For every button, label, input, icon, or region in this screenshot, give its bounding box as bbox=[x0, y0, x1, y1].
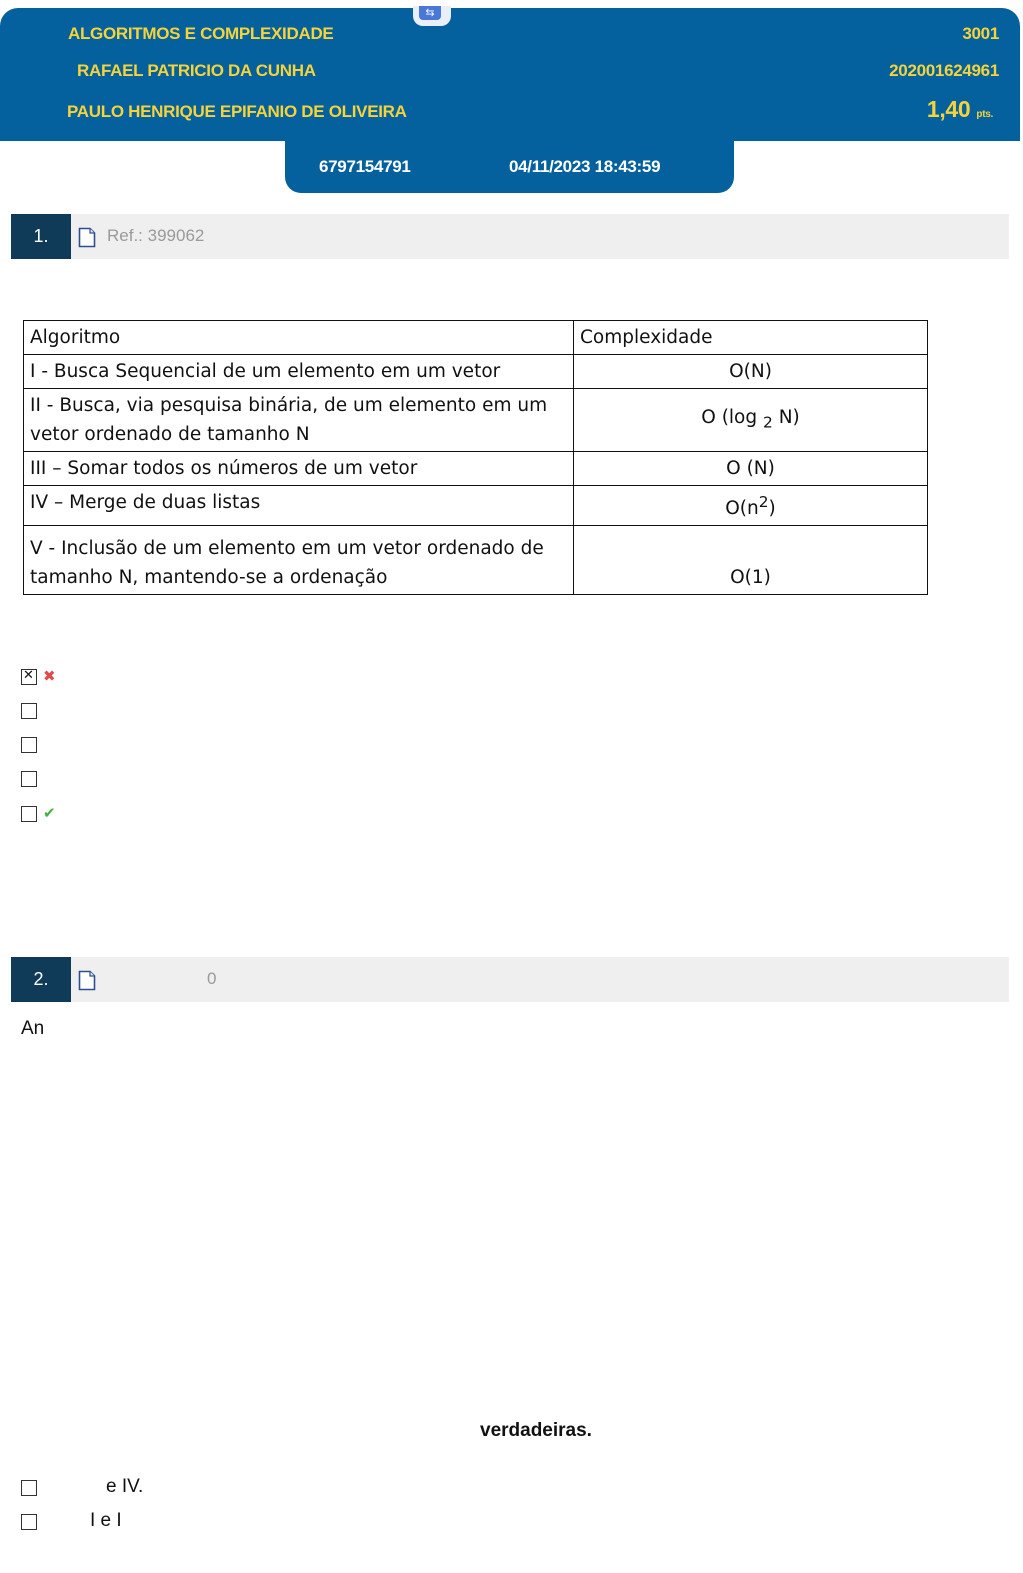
complexity-superscript: 2 bbox=[758, 493, 769, 511]
table-row bbox=[24, 355, 928, 389]
question-ref: 0 bbox=[207, 969, 217, 988]
question-ref: Ref.: 399062 bbox=[107, 226, 205, 245]
question-1-bar bbox=[11, 214, 1009, 259]
score-value: 1,40 bbox=[926, 96, 971, 122]
option-checkbox-4[interactable] bbox=[21, 771, 37, 787]
exam-subheader bbox=[285, 140, 734, 193]
row-algorithm: IV – Merge de duas listas bbox=[24, 486, 574, 526]
option-checkbox-2[interactable] bbox=[21, 1514, 37, 1530]
class-code: 3001 bbox=[962, 24, 999, 43]
option-checkbox-1[interactable] bbox=[21, 1480, 37, 1496]
option-checkbox-5[interactable] bbox=[21, 806, 37, 822]
option-checkbox-3[interactable] bbox=[21, 737, 37, 753]
course-name: ALGORITMOS E COMPLEXIDADE bbox=[68, 24, 334, 43]
header-algorithm: Algoritmo bbox=[24, 321, 574, 355]
option-checkbox-2[interactable] bbox=[21, 703, 37, 719]
teacher-name: PAULO HENRIQUE EPIFANIO DE OLIVEIRA bbox=[67, 102, 407, 121]
row-algorithm: I - Busca Sequencial de um elemento em um vetor bbox=[24, 355, 574, 389]
student-name: RAFAEL PATRICIO DA CUNHA bbox=[77, 61, 316, 80]
complexity-table bbox=[23, 320, 928, 595]
score-unit: pts. bbox=[976, 109, 993, 120]
question-stem: An bbox=[21, 1018, 45, 1039]
question-number: 1. bbox=[11, 214, 71, 259]
option-label: I e I bbox=[90, 1510, 122, 1531]
exam-header bbox=[0, 8, 1020, 141]
question-number: 2. bbox=[11, 957, 71, 1002]
table-row bbox=[24, 452, 928, 486]
header-complexity: Complexidade bbox=[574, 321, 928, 355]
row-complexity: O (N) bbox=[574, 452, 928, 486]
score bbox=[927, 96, 993, 123]
table-row bbox=[24, 486, 928, 526]
wrong-answer-icon: ✖ bbox=[43, 668, 56, 685]
table-row bbox=[24, 389, 928, 452]
row-complexity bbox=[574, 389, 928, 452]
translate-widget[interactable] bbox=[413, 6, 451, 26]
exam-code: 6797154791 bbox=[319, 157, 411, 176]
row-complexity: O(N) bbox=[574, 355, 928, 389]
row-algorithm: II - Busca, via pesquisa binária, de um elemento em um vetor ordenado de tamanho N bbox=[24, 389, 574, 452]
table-row bbox=[24, 526, 928, 595]
document-icon bbox=[78, 227, 96, 248]
question-2-bar bbox=[11, 957, 1009, 1002]
row-complexity bbox=[574, 486, 928, 526]
document-icon bbox=[78, 970, 96, 991]
complexity-text: O(n bbox=[725, 498, 759, 520]
question-prompt: verdadeiras. bbox=[480, 1420, 592, 1441]
complexity-text: O (log bbox=[701, 406, 763, 428]
row-algorithm: III – Somar todos os números de um vetor bbox=[24, 452, 574, 486]
table-header-row bbox=[24, 321, 928, 355]
complexity-subscript: 2 bbox=[763, 413, 773, 432]
row-complexity: O(1) bbox=[574, 526, 928, 595]
complexity-text: ) bbox=[768, 498, 776, 520]
exam-datetime: 04/11/2023 18:43:59 bbox=[509, 157, 661, 176]
option-label: e IV. bbox=[106, 1476, 144, 1497]
correct-answer-icon: ✔ bbox=[43, 805, 56, 822]
row-algorithm: V - Inclusão de um elemento em um vetor ordenado de tamanho N, mantendo-se a ordenação bbox=[24, 526, 574, 595]
translate-icon: ⇆ bbox=[419, 6, 441, 20]
option-checkbox-1[interactable] bbox=[21, 669, 37, 685]
registration-number: 202001624961 bbox=[889, 61, 999, 80]
complexity-text: N) bbox=[772, 406, 800, 428]
